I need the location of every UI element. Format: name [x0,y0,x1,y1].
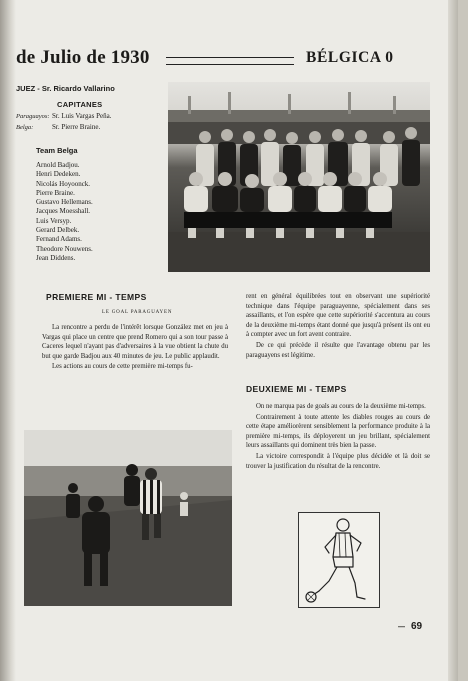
team-score-heading: BÉLGICA 0 [306,49,394,66]
player-name: Jean Diddens. [36,253,76,262]
date-title: de Julio de 1930 [16,47,150,68]
captain-name: Sr. Pierre Braine. [52,123,101,131]
body-paragraph: De ce qui précède il résulte que l'avantage obtenu par les paraguayens est légitime. [246,341,430,359]
team-roster [36,161,93,263]
body-paragraph: La rencontre a perdu de l'intérêt lorsque González met en jeu à Vargas qui place un centre que prend Romero qui a son tour passe à Caceres lequel n'ayant pas d'adversaires à la vue obtient la chute du but que garde Badjou aux 40 minutes de jeu. Le public applaudit. [42,324,228,360]
captain-row-paraguay [16,112,111,120]
page-edge [448,0,458,681]
team-photo [168,82,430,272]
player-name: Luis Versyp. [36,216,72,225]
first-half-body [42,323,228,372]
captains-heading: CAPITANES [57,100,103,109]
title-rule [166,57,294,65]
player-name: Gustavo Hellemans. [36,198,93,207]
page-spine-shadow [0,0,16,681]
body-paragraph: Les actions au cours de cette première mi-temps fu- [52,363,193,371]
player-name: Jacques Moesshall. [36,207,91,216]
captain-row-belgium [16,123,100,131]
captain-country: Paraguayos: [16,113,50,120]
captain-name: Sr. Luis Vargas Peña. [52,112,112,120]
footballer-drawing [299,513,379,607]
player-name: Pierre Braine. [36,188,75,197]
match-action-photo [24,430,232,606]
referee-line: JUEZ - Sr. Ricardo Vallarino [16,84,115,93]
first-half-heading: PREMIERE MI - TEMPS [46,292,147,302]
body-paragraph: On ne marqua pas de goals au cours de la deuxième mi-temps. [256,403,426,410]
page-number-mark: — [398,624,405,631]
body-paragraph: La victoire correspondit à l'équipe plus décidée et là doit se trouver la justification du résultat de la rencontre. [246,452,430,470]
captain-country: Belga: [16,124,34,131]
team-photo-image [168,82,430,272]
continued-text [246,292,430,360]
player-name: Henri Dedeken. [36,170,81,179]
second-half-body [246,402,430,471]
player-name: Gerard Delbek. [36,226,80,235]
player-name: Nicolás Hoyoonck. [36,179,91,188]
player-name: Arnold Badjou. [36,161,80,169]
second-half-heading: DEUXIEME MI - TEMPS [246,384,347,394]
player-name: Fernand Adams. [36,235,82,244]
team-heading: Team Belga [36,146,78,155]
body-paragraph: rent en général équilibrées tout en observant une supériorité technique dans l'équipe paraguayenne, spécialement dans ses assaillants, et l'on espère que cette supériorité s'accentura au cours de la deuxième mi-temps étant donné que jusqu'à présent ils ont eu à compter avec un fort avent contraire. [246,293,430,339]
page-number [398,621,422,632]
body-paragraph: Contrairement à toute attente les diables rouges au cours de cette étape améliorèrent sensiblement la performance produite à la première mi-temps, ils déployerent un jeu brillant, spécialement leurs assaillants qui dominent très bien la passe. [246,413,430,450]
match-action-image [24,430,232,606]
first-half-subheading: LE GOAL PARAGUAYEN [102,310,173,315]
footballer-illustration [298,512,380,608]
page-number-value: 69 [411,621,423,632]
player-name: Theodore Nouwens. [36,244,93,253]
